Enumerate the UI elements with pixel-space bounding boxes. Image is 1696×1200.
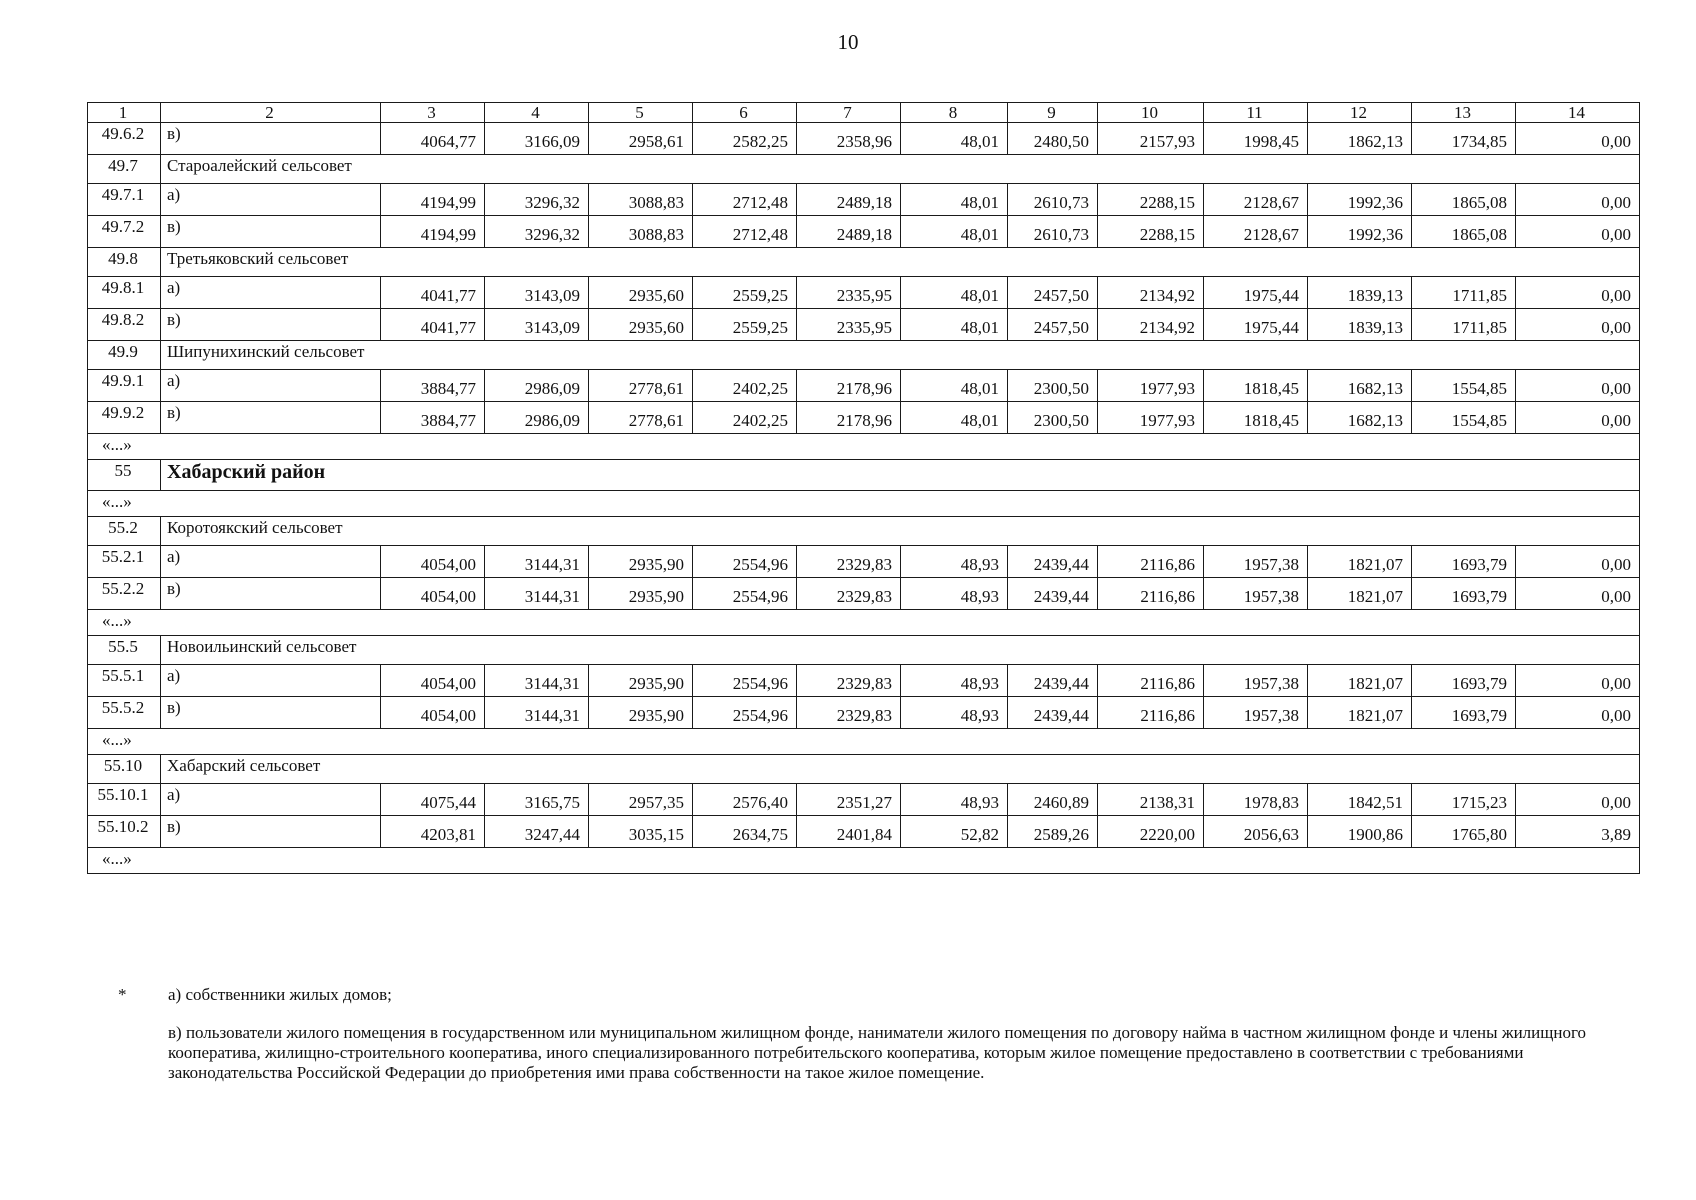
- value-cell: 3,89: [1516, 816, 1640, 848]
- row-code: 49.9.1: [88, 370, 161, 402]
- subsection-title: Староалейский сельсовет: [161, 155, 1640, 184]
- value-cell: 2712,48: [693, 184, 797, 216]
- value-cell: 2300,50: [1008, 370, 1098, 402]
- row-category: а): [161, 784, 381, 816]
- tariff-table: [87, 102, 1640, 874]
- column-number-header: 14: [1516, 103, 1640, 123]
- table-row: [88, 216, 1640, 248]
- row-category: а): [161, 277, 381, 309]
- value-cell: 2402,25: [693, 402, 797, 434]
- value-cell: 1865,08: [1412, 184, 1516, 216]
- value-cell: 2935,90: [589, 546, 693, 578]
- row-code: 55: [88, 460, 161, 491]
- row-code: 49.7.1: [88, 184, 161, 216]
- section-row: [88, 460, 1640, 491]
- value-cell: 4054,00: [381, 697, 485, 729]
- row-code: 49.8: [88, 248, 161, 277]
- value-cell: 2589,26: [1008, 816, 1098, 848]
- subsection-title: Новоильинский сельсовет: [161, 636, 1640, 665]
- value-cell: 2935,60: [589, 309, 693, 341]
- value-cell: 1554,85: [1412, 402, 1516, 434]
- value-cell: 0,00: [1516, 123, 1640, 155]
- value-cell: 2778,61: [589, 402, 693, 434]
- value-cell: 3884,77: [381, 402, 485, 434]
- row-category: в): [161, 697, 381, 729]
- value-cell: 1992,36: [1308, 184, 1412, 216]
- value-cell: 2610,73: [1008, 184, 1098, 216]
- column-number-header: 7: [797, 103, 901, 123]
- column-number-header: 9: [1008, 103, 1098, 123]
- value-cell: 1977,93: [1098, 402, 1204, 434]
- ellipsis-mark: «...»: [88, 729, 1640, 755]
- value-cell: 4041,77: [381, 277, 485, 309]
- value-cell: 4041,77: [381, 309, 485, 341]
- value-cell: 1682,13: [1308, 402, 1412, 434]
- ellipsis-row: [88, 848, 1640, 874]
- column-number-header: 5: [589, 103, 693, 123]
- value-cell: 2329,83: [797, 546, 901, 578]
- table-row: [88, 578, 1640, 610]
- row-code: 49.9.2: [88, 402, 161, 434]
- value-cell: 3165,75: [485, 784, 589, 816]
- value-cell: 48,01: [901, 402, 1008, 434]
- subsection-row: [88, 755, 1640, 784]
- row-category: а): [161, 546, 381, 578]
- footnote-a: а) собственники жилых домов;: [168, 985, 392, 1004]
- value-cell: 2138,31: [1098, 784, 1204, 816]
- tariff-table-body: [88, 103, 1640, 874]
- subsection-row: [88, 341, 1640, 370]
- value-cell: 1865,08: [1412, 216, 1516, 248]
- ellipsis-row: [88, 434, 1640, 460]
- subsection-title: Коротоякский сельсовет: [161, 517, 1640, 546]
- value-cell: 0,00: [1516, 370, 1640, 402]
- ellipsis-row: [88, 610, 1640, 636]
- value-cell: 1554,85: [1412, 370, 1516, 402]
- footnote-b: в) пользователи жилого помещения в государственном или муниципальном жилищном фонде, наниматели жилого помещения по договору найма в частном жилищном фонде и члены жилищного кооператива, жилищно-строительного кооператива, иного специализированного потребительского кооператива, которым жилое помещение предоставлено в соответствии с требованиями законодательства Российской Федерации до приобретения ими права собственности на такое жилое помещение.: [168, 1023, 1586, 1082]
- value-cell: 1839,13: [1308, 277, 1412, 309]
- ellipsis-mark: «...»: [88, 610, 1640, 636]
- ellipsis-row: [88, 729, 1640, 755]
- value-cell: 2358,96: [797, 123, 901, 155]
- table-row: [88, 402, 1640, 434]
- table-row: [88, 665, 1640, 697]
- value-cell: 1957,38: [1204, 665, 1308, 697]
- value-cell: 1693,79: [1412, 697, 1516, 729]
- value-cell: 0,00: [1516, 277, 1640, 309]
- footnote-marker: *: [118, 985, 127, 1004]
- value-cell: 48,93: [901, 697, 1008, 729]
- value-cell: 1842,51: [1308, 784, 1412, 816]
- column-number-header: 4: [485, 103, 589, 123]
- value-cell: 2288,15: [1098, 184, 1204, 216]
- value-cell: 2157,93: [1098, 123, 1204, 155]
- value-cell: 4054,00: [381, 665, 485, 697]
- table-row: [88, 816, 1640, 848]
- value-cell: 3143,09: [485, 309, 589, 341]
- value-cell: 3144,31: [485, 546, 589, 578]
- value-cell: 2128,67: [1204, 184, 1308, 216]
- value-cell: 1957,38: [1204, 697, 1308, 729]
- value-cell: 3144,31: [485, 665, 589, 697]
- column-number-header: 13: [1412, 103, 1516, 123]
- table-row: [88, 184, 1640, 216]
- value-cell: 1821,07: [1308, 665, 1412, 697]
- value-cell: 2480,50: [1008, 123, 1098, 155]
- row-category: в): [161, 816, 381, 848]
- value-cell: 4054,00: [381, 578, 485, 610]
- ellipsis-row: [88, 491, 1640, 517]
- value-cell: 1900,86: [1308, 816, 1412, 848]
- column-number-header: 6: [693, 103, 797, 123]
- ellipsis-mark: «...»: [88, 434, 1640, 460]
- subsection-row: [88, 517, 1640, 546]
- value-cell: 2116,86: [1098, 546, 1204, 578]
- value-cell: 2178,96: [797, 370, 901, 402]
- value-cell: 1957,38: [1204, 546, 1308, 578]
- value-cell: 2134,92: [1098, 309, 1204, 341]
- value-cell: 2288,15: [1098, 216, 1204, 248]
- row-code: 49.8.2: [88, 309, 161, 341]
- value-cell: 1693,79: [1412, 665, 1516, 697]
- row-code: 55.5.1: [88, 665, 161, 697]
- value-cell: 1977,93: [1098, 370, 1204, 402]
- table-row: [88, 697, 1640, 729]
- value-cell: 2439,44: [1008, 665, 1098, 697]
- value-cell: 2986,09: [485, 370, 589, 402]
- value-cell: 2554,96: [693, 578, 797, 610]
- value-cell: 2935,90: [589, 578, 693, 610]
- value-cell: 1818,45: [1204, 402, 1308, 434]
- value-cell: 48,01: [901, 309, 1008, 341]
- value-cell: 0,00: [1516, 184, 1640, 216]
- value-cell: 48,01: [901, 123, 1008, 155]
- ellipsis-mark: «...»: [88, 848, 1640, 874]
- value-cell: 2439,44: [1008, 546, 1098, 578]
- value-cell: 0,00: [1516, 665, 1640, 697]
- value-cell: 2056,63: [1204, 816, 1308, 848]
- value-cell: 0,00: [1516, 546, 1640, 578]
- value-cell: 2329,83: [797, 697, 901, 729]
- value-cell: 2576,40: [693, 784, 797, 816]
- value-cell: 1682,13: [1308, 370, 1412, 402]
- value-cell: 4194,99: [381, 216, 485, 248]
- value-cell: 1998,45: [1204, 123, 1308, 155]
- value-cell: 2582,25: [693, 123, 797, 155]
- row-code: 49.7: [88, 155, 161, 184]
- value-cell: 3296,32: [485, 216, 589, 248]
- value-cell: 1862,13: [1308, 123, 1412, 155]
- column-number-header: 2: [161, 103, 381, 123]
- value-cell: 2402,25: [693, 370, 797, 402]
- value-cell: 2554,96: [693, 665, 797, 697]
- value-cell: 2128,67: [1204, 216, 1308, 248]
- value-cell: 2634,75: [693, 816, 797, 848]
- value-cell: 1839,13: [1308, 309, 1412, 341]
- value-cell: 48,93: [901, 784, 1008, 816]
- row-code: 49.7.2: [88, 216, 161, 248]
- value-cell: 2329,83: [797, 665, 901, 697]
- value-cell: 1975,44: [1204, 277, 1308, 309]
- subsection-title: Шипунихинский сельсовет: [161, 341, 1640, 370]
- value-cell: 4075,44: [381, 784, 485, 816]
- table-row: [88, 546, 1640, 578]
- value-cell: 2351,27: [797, 784, 901, 816]
- value-cell: 3144,31: [485, 697, 589, 729]
- value-cell: 3143,09: [485, 277, 589, 309]
- row-code: 55.2.2: [88, 578, 161, 610]
- value-cell: 2457,50: [1008, 309, 1098, 341]
- value-cell: 1693,79: [1412, 546, 1516, 578]
- value-cell: 2460,89: [1008, 784, 1098, 816]
- value-cell: 0,00: [1516, 309, 1640, 341]
- value-cell: 2610,73: [1008, 216, 1098, 248]
- value-cell: 4194,99: [381, 184, 485, 216]
- column-number-header: 8: [901, 103, 1008, 123]
- column-number-header: 12: [1308, 103, 1412, 123]
- value-cell: 2958,61: [589, 123, 693, 155]
- value-cell: 1765,80: [1412, 816, 1516, 848]
- value-cell: 2439,44: [1008, 697, 1098, 729]
- value-cell: 1821,07: [1308, 546, 1412, 578]
- value-cell: 0,00: [1516, 216, 1640, 248]
- subsection-title: Хабарский сельсовет: [161, 755, 1640, 784]
- value-cell: 2329,83: [797, 578, 901, 610]
- value-cell: 2220,00: [1098, 816, 1204, 848]
- value-cell: 2178,96: [797, 402, 901, 434]
- value-cell: 1992,36: [1308, 216, 1412, 248]
- value-cell: 2134,92: [1098, 277, 1204, 309]
- row-code: 55.2: [88, 517, 161, 546]
- value-cell: 3884,77: [381, 370, 485, 402]
- value-cell: 1734,85: [1412, 123, 1516, 155]
- row-code: 55.5.2: [88, 697, 161, 729]
- value-cell: 1821,07: [1308, 697, 1412, 729]
- row-code: 55.10: [88, 755, 161, 784]
- value-cell: 2935,90: [589, 697, 693, 729]
- subsection-title: Третьяковский сельсовет: [161, 248, 1640, 277]
- row-code: 49.8.1: [88, 277, 161, 309]
- column-number-header-row: [88, 103, 1640, 123]
- value-cell: 3035,15: [589, 816, 693, 848]
- value-cell: 1693,79: [1412, 578, 1516, 610]
- row-category: в): [161, 578, 381, 610]
- value-cell: 2935,90: [589, 665, 693, 697]
- subsection-row: [88, 636, 1640, 665]
- row-code: 55.5: [88, 636, 161, 665]
- value-cell: 0,00: [1516, 697, 1640, 729]
- value-cell: 0,00: [1516, 784, 1640, 816]
- row-code: 49.9: [88, 341, 161, 370]
- value-cell: 48,01: [901, 370, 1008, 402]
- value-cell: 2300,50: [1008, 402, 1098, 434]
- value-cell: 2712,48: [693, 216, 797, 248]
- row-code: 55.2.1: [88, 546, 161, 578]
- value-cell: 52,82: [901, 816, 1008, 848]
- value-cell: 2457,50: [1008, 277, 1098, 309]
- table-row: [88, 784, 1640, 816]
- row-code: 55.10.2: [88, 816, 161, 848]
- table-row: [88, 309, 1640, 341]
- value-cell: 4203,81: [381, 816, 485, 848]
- value-cell: 3247,44: [485, 816, 589, 848]
- table-row: [88, 123, 1640, 155]
- value-cell: 3144,31: [485, 578, 589, 610]
- value-cell: 3088,83: [589, 216, 693, 248]
- value-cell: 2335,95: [797, 309, 901, 341]
- column-number-header: 3: [381, 103, 485, 123]
- value-cell: 2401,84: [797, 816, 901, 848]
- value-cell: 0,00: [1516, 402, 1640, 434]
- value-cell: 1978,83: [1204, 784, 1308, 816]
- row-code: 49.6.2: [88, 123, 161, 155]
- row-category: в): [161, 123, 381, 155]
- value-cell: 3166,09: [485, 123, 589, 155]
- value-cell: 2554,96: [693, 697, 797, 729]
- value-cell: 2116,86: [1098, 665, 1204, 697]
- value-cell: 2778,61: [589, 370, 693, 402]
- value-cell: 1711,85: [1412, 277, 1516, 309]
- ellipsis-mark: «...»: [88, 491, 1640, 517]
- value-cell: 4054,00: [381, 546, 485, 578]
- value-cell: 2554,96: [693, 546, 797, 578]
- value-cell: 2439,44: [1008, 578, 1098, 610]
- table-row: [88, 277, 1640, 309]
- value-cell: 3296,32: [485, 184, 589, 216]
- value-cell: 48,93: [901, 578, 1008, 610]
- value-cell: 48,01: [901, 216, 1008, 248]
- value-cell: 1711,85: [1412, 309, 1516, 341]
- value-cell: 2489,18: [797, 216, 901, 248]
- value-cell: 1818,45: [1204, 370, 1308, 402]
- row-category: а): [161, 665, 381, 697]
- value-cell: 3088,83: [589, 184, 693, 216]
- subsection-row: [88, 248, 1640, 277]
- value-cell: 4064,77: [381, 123, 485, 155]
- value-cell: 2559,25: [693, 309, 797, 341]
- row-code: 55.10.1: [88, 784, 161, 816]
- value-cell: 48,01: [901, 184, 1008, 216]
- table-row: [88, 370, 1640, 402]
- row-category: а): [161, 370, 381, 402]
- value-cell: 2559,25: [693, 277, 797, 309]
- column-number-header: 10: [1098, 103, 1204, 123]
- value-cell: 0,00: [1516, 578, 1640, 610]
- row-category: в): [161, 402, 381, 434]
- value-cell: 2116,86: [1098, 697, 1204, 729]
- value-cell: 48,93: [901, 665, 1008, 697]
- value-cell: 2489,18: [797, 184, 901, 216]
- value-cell: 1715,23: [1412, 784, 1516, 816]
- value-cell: 1821,07: [1308, 578, 1412, 610]
- value-cell: 1975,44: [1204, 309, 1308, 341]
- column-number-header: 11: [1204, 103, 1308, 123]
- value-cell: 2935,60: [589, 277, 693, 309]
- value-cell: 2957,35: [589, 784, 693, 816]
- row-category: в): [161, 216, 381, 248]
- column-number-header: 1: [88, 103, 161, 123]
- row-category: а): [161, 184, 381, 216]
- page-number: 10: [837, 30, 859, 54]
- section-title: Хабарский район: [161, 460, 1640, 491]
- subsection-row: [88, 155, 1640, 184]
- value-cell: 2986,09: [485, 402, 589, 434]
- value-cell: 2335,95: [797, 277, 901, 309]
- value-cell: 48,93: [901, 546, 1008, 578]
- value-cell: 48,01: [901, 277, 1008, 309]
- value-cell: 2116,86: [1098, 578, 1204, 610]
- value-cell: 1957,38: [1204, 578, 1308, 610]
- row-category: в): [161, 309, 381, 341]
